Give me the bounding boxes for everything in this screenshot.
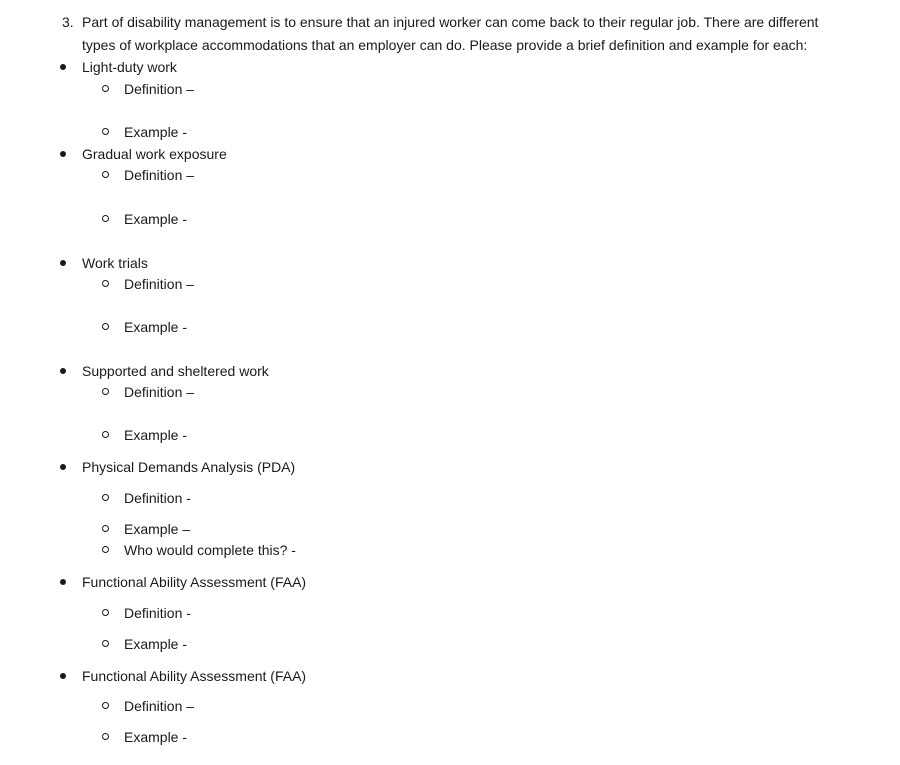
circle-bullet-icon [102,525,109,532]
definition-label: Definition - [124,490,191,506]
question-text-line-2: types of workplace accommodations that an employer can do. Please provide a brief definition and example for each: [82,37,808,53]
bullet-icon [60,151,66,157]
bullet-icon [60,579,66,585]
definition-label: Definition – [124,81,195,97]
definition-label: Definition – [124,698,195,714]
circle-bullet-icon [102,494,109,501]
example-label: Example - [124,427,188,443]
bullet-icon [60,64,66,70]
example-label: Example - [124,211,188,227]
example-label: Example - [124,319,188,335]
circle-bullet-icon [102,323,109,330]
circle-bullet-icon [102,85,109,92]
example-label: Example – [124,521,191,537]
bullet-title: Light-duty work [82,59,177,75]
circle-bullet-icon [102,702,109,709]
bullet-icon [60,673,66,679]
bullet-title: Physical Demands Analysis (PDA) [82,459,296,475]
example-label: Example - [124,729,188,745]
question-text-line-1: Part of disability management is to ensure that an injured worker can come back to their regular job. There are different [82,14,819,30]
bullet-title: Functional Ability Assessment (FAA) [82,668,307,684]
circle-bullet-icon [102,546,109,553]
bullet-icon [60,368,66,374]
bullet-title: Gradual work exposure [82,146,227,162]
circle-bullet-icon [102,171,109,178]
bullet-icon [60,464,66,470]
example-label: Example - [124,124,188,140]
definition-label: Definition - [124,605,191,621]
who-completes-label: Who would complete this? - [124,542,296,558]
circle-bullet-icon [102,388,109,395]
question-number: 3. [62,14,74,30]
definition-label: Definition – [124,384,195,400]
example-label: Example - [124,636,188,652]
bullet-title: Supported and sheltered work [82,363,269,379]
circle-bullet-icon [102,431,109,438]
circle-bullet-icon [102,733,109,740]
circle-bullet-icon [102,640,109,647]
bullet-icon [60,260,66,266]
circle-bullet-icon [102,609,109,616]
circle-bullet-icon [102,215,109,222]
definition-label: Definition – [124,167,195,183]
bullet-title: Work trials [82,255,148,271]
circle-bullet-icon [102,128,109,135]
circle-bullet-icon [102,280,109,287]
bullet-title: Functional Ability Assessment (FAA) [82,574,307,590]
definition-label: Definition – [124,276,195,292]
